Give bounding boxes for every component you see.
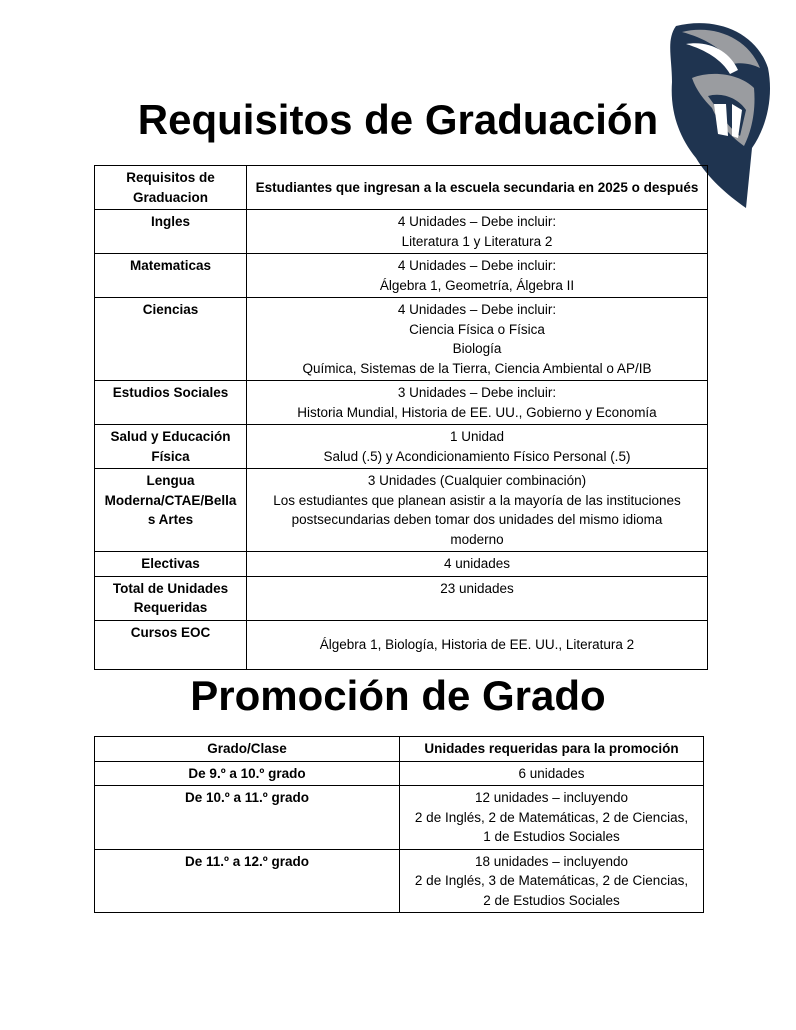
graduation-requirements-table — [94, 165, 708, 670]
page-title: Requisitos de Graduación — [137, 96, 659, 143]
cell-line: Total de Unidades — [112, 580, 229, 596]
grade-cell: De 10.º a 11.º grado — [95, 786, 400, 850]
subject-cell — [95, 210, 247, 254]
cell-line: 4 Unidades – Debe incluir: — [397, 214, 557, 229]
cell-line: Moderna/CTAE/Bella — [104, 492, 237, 508]
cell-line: Literatura 1 y Literatura 2 — [401, 233, 553, 249]
cell-line: Historia Mundial, Historia de EE. UU., Gobierno y Economía — [297, 404, 657, 420]
cell-line: 3 Unidades (Cualquier combinación) — [367, 473, 587, 488]
requirement-cell — [247, 254, 708, 298]
requirement-cell — [247, 425, 708, 469]
cell-line: 3 Unidades – Debe incluir: — [397, 385, 557, 400]
grade-cell: De 11.º a 12.º grado — [95, 849, 400, 913]
cell-line: s Artes — [147, 512, 194, 527]
grade-cell: De 9.º a 10.º grado — [95, 761, 400, 786]
cell-line: Salud (.5) y Acondicionamiento Físico Personal (.5) — [323, 448, 631, 464]
header-label: Graduacion — [132, 189, 208, 205]
cell-line: 4 unidades — [443, 556, 511, 571]
subject-cell — [95, 620, 247, 669]
requirement-cell — [247, 576, 708, 620]
cell-line: Biología — [452, 341, 502, 356]
cell-line: 2 de Inglés, 2 de Matemáticas, 2 de Ciencias, — [414, 809, 689, 825]
cell-line: 23 unidades — [440, 580, 514, 596]
cell-line: Salud y Educación — [110, 429, 231, 444]
units-cell — [400, 849, 704, 913]
subject-cell — [95, 381, 247, 425]
cell-line: 2 de Inglés, 3 de Matemáticas, 2 de Ciencias, — [414, 873, 689, 888]
cell-line: 4 Unidades – Debe incluir: — [397, 302, 557, 317]
subject-cell — [95, 425, 247, 469]
cell-line: Estudios Sociales — [112, 385, 229, 400]
cell-line: Lengua — [146, 473, 195, 488]
header-cell: Grado/Clase — [95, 737, 400, 762]
cell-line: Ciencias — [142, 302, 199, 317]
cell-line: Álgebra 1, Biología, Historia de EE. UU., Literatura 2 — [319, 636, 635, 652]
cell-line: moderno — [450, 531, 504, 547]
cell-line: Electivas — [141, 556, 200, 571]
requirement-cell — [247, 469, 708, 552]
header-cell: Unidades requeridas para la promoción — [400, 737, 704, 762]
table-row — [95, 298, 708, 381]
table-row — [95, 620, 708, 669]
header-cell — [95, 166, 247, 210]
section-title: Promoción de Grado — [190, 672, 606, 719]
cell-line: 1 de Estudios Sociales — [483, 829, 620, 844]
cell-line: Cursos EOC — [130, 624, 211, 640]
table-row — [95, 254, 708, 298]
cell-line: 2 de Estudios Sociales — [483, 892, 620, 908]
subject-cell — [95, 576, 247, 620]
cell-line: Física — [151, 448, 190, 464]
header-label: Requisitos de — [126, 170, 215, 185]
subject-cell — [95, 469, 247, 552]
cell-line: Química, Sistemas de la Tierra, Ciencia Ambiental o AP/IB — [302, 360, 652, 376]
cell-line: Matematicas — [129, 258, 212, 273]
requirement-cell — [247, 552, 708, 577]
cell-line: Requeridas — [133, 600, 208, 615]
table-header-row — [95, 166, 708, 210]
table-header-row — [95, 737, 704, 762]
cell-line: 1 Unidad — [449, 429, 505, 444]
cell-line: Ciencia Física o Física — [409, 321, 545, 337]
table-row — [95, 786, 704, 850]
grade-promotion-table — [94, 736, 704, 913]
subject-cell — [95, 254, 247, 298]
units-cell — [400, 761, 704, 786]
cell-line: 18 unidades – incluyendo — [474, 853, 629, 869]
cell-line: Álgebra 1, Geometría, Álgebra II — [379, 277, 575, 293]
requirement-cell — [247, 210, 708, 254]
cell-line: 12 unidades – incluyendo — [474, 790, 629, 805]
subject-cell — [95, 298, 247, 381]
table-row — [95, 576, 708, 620]
table-row — [95, 849, 704, 913]
requirement-cell — [247, 298, 708, 381]
cell-line: Ingles — [150, 214, 190, 229]
requirement-cell — [247, 381, 708, 425]
table-row — [95, 552, 708, 577]
cell-line: Los estudiantes que planean asistir a la mayoría de las instituciones — [273, 492, 681, 508]
cell-line: 4 Unidades – Debe incluir: — [397, 258, 557, 273]
units-cell — [400, 786, 704, 850]
requirement-cell — [247, 620, 708, 669]
table-row — [95, 469, 708, 552]
subject-cell — [95, 552, 247, 577]
table-row — [95, 381, 708, 425]
table-row — [95, 425, 708, 469]
table-row — [95, 761, 704, 786]
header-cell: Estudiantes que ingresan a la escuela secundaria en 2025 o después — [247, 166, 708, 210]
cell-line: postsecundarias deben tomar dos unidades del mismo idioma — [291, 512, 663, 527]
cell-line: 6 unidades — [518, 765, 585, 781]
table-row — [95, 210, 708, 254]
